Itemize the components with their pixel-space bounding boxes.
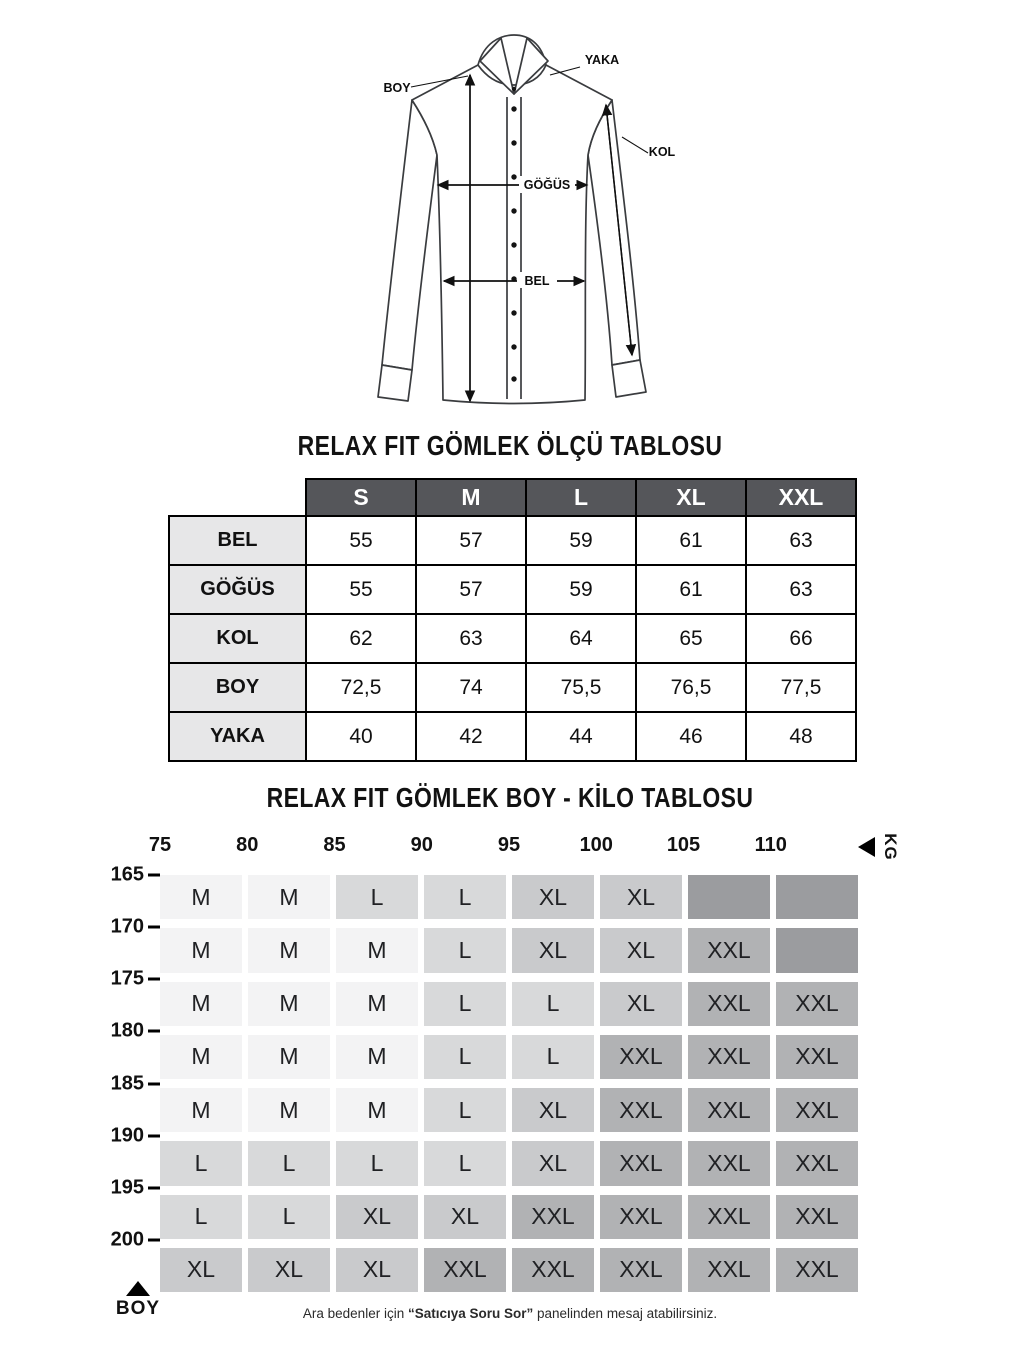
size-table-cell: 57 [416, 565, 526, 614]
kg-tick-label: 100 [579, 834, 613, 856]
kg-arrow-left-icon [858, 837, 875, 857]
size-table-cell: 55 [306, 565, 416, 614]
fit-table-title: RELAX FIT GÖMLEK BOY - KİLO TABLOSU [266, 782, 754, 813]
fit-cell: XXL [776, 1035, 858, 1079]
size-table-row-label: KOL [169, 614, 306, 663]
fit-cell: XL [512, 928, 594, 972]
fit-cell: XL [336, 1248, 418, 1292]
shirt-left-sleeve [382, 100, 437, 370]
yaka-diagram-label: YAKA [584, 53, 620, 67]
fit-cell: L [424, 875, 506, 919]
size-table-header-row [169, 479, 856, 516]
size-table-row-label: YAKA [169, 712, 306, 761]
size-table-cell: 62 [306, 614, 416, 663]
fit-cell: M [160, 982, 242, 1026]
fit-cell: XL [600, 928, 682, 972]
boy-tick-label: 170 [110, 915, 144, 938]
fit-cell: XXL [776, 1141, 858, 1185]
size-table-cell: 75,5 [526, 663, 636, 712]
fit-cell: L [424, 982, 506, 1026]
bel-diagram-label: BEL [524, 274, 550, 288]
size-column-header: S [306, 479, 416, 516]
boy-tick-mark [148, 1134, 160, 1137]
size-table-row [169, 516, 856, 565]
footer-note-bold: “Satıcıya Soru Sor” [407, 1306, 534, 1321]
fit-cell: M [336, 1035, 418, 1079]
fit-cell: L [248, 1195, 330, 1239]
boy-diagram-label: BOY [383, 81, 411, 95]
boy-tick-mark [148, 1186, 160, 1189]
boy-tick-mark [148, 1082, 160, 1085]
size-table-cell: 59 [526, 516, 636, 565]
fit-cell: L [424, 1141, 506, 1185]
fit-cell: XL [336, 1195, 418, 1239]
boy-tick-label: 200 [110, 1228, 144, 1251]
size-column-header: XL [636, 479, 746, 516]
kg-axis-label: KG [880, 833, 900, 861]
size-table-row [169, 614, 856, 663]
shirt-left-cuff [378, 365, 412, 401]
fit-cell-empty [776, 928, 858, 972]
fit-cell: XXL [776, 1088, 858, 1132]
boy-axis-label: BOY [115, 1298, 161, 1319]
fit-cell: XL [248, 1248, 330, 1292]
size-column-header: XXL [746, 479, 856, 516]
size-table-row-label: GÖĞÜS [169, 565, 306, 614]
fit-cell: XXL [776, 982, 858, 1026]
fit-cell: L [160, 1195, 242, 1239]
fit-cell: XL [160, 1248, 242, 1292]
fit-cell-empty [688, 875, 770, 919]
footer-note-suffix: panelinden mesaj atabilirsiniz. [533, 1306, 718, 1321]
size-table-cell: 40 [306, 712, 416, 761]
size-table-cell: 76,5 [636, 663, 746, 712]
boy-axis [106, 863, 160, 1292]
fit-cell: L [424, 928, 506, 972]
kg-tick-label: 85 [323, 834, 346, 856]
boy-tick-label: 180 [110, 1019, 144, 1042]
footer-note [0, 1306, 1020, 1321]
boy-tick-mark [148, 978, 160, 981]
kol-label-lead-line [622, 137, 648, 153]
fit-cell: L [160, 1141, 242, 1185]
fit-cell: M [248, 875, 330, 919]
kg-tick-label: 95 [497, 834, 521, 856]
size-table-cell: 55 [306, 516, 416, 565]
size-table-cell: 77,5 [746, 663, 856, 712]
size-table-cell: 64 [526, 614, 636, 663]
fit-cell: XL [600, 982, 682, 1026]
fit-cell: L [424, 1088, 506, 1132]
fit-cell: M [160, 928, 242, 972]
fit-cell: XXL [688, 1088, 770, 1132]
fit-cell: XXL [512, 1248, 594, 1292]
fit-cell: L [336, 1141, 418, 1185]
size-table-row-label: BOY [169, 663, 306, 712]
fit-cell: L [512, 1035, 594, 1079]
fit-cell: M [248, 928, 330, 972]
size-column-header: M [416, 479, 526, 516]
boy-tick-label: 185 [110, 1072, 144, 1094]
size-table [168, 478, 857, 762]
fit-cell: XXL [600, 1141, 682, 1185]
boy-tick-label: 175 [110, 967, 144, 990]
fit-cell: L [512, 982, 594, 1026]
size-table-cell: 44 [526, 712, 636, 761]
kg-axis [148, 834, 858, 860]
size-table-title: RELAX FIT GÖMLEK ÖLÇÜ TABLOSU [297, 430, 723, 461]
fit-cell: XXL [600, 1195, 682, 1239]
fit-cell: XL [512, 875, 594, 919]
fit-cell: M [160, 1035, 242, 1079]
kg-tick-label: 105 [666, 834, 701, 856]
shirt-right-sleeve [588, 100, 640, 365]
size-table-corner [169, 479, 306, 516]
boy-tick-label: 190 [110, 1124, 144, 1147]
boy-tick-mark [148, 1030, 160, 1033]
kg-tick-label: 75 [148, 834, 172, 856]
fit-cell: M [336, 1088, 418, 1132]
fit-cell: M [248, 1035, 330, 1079]
shirt-diagram [350, 25, 680, 420]
size-table-cell: 63 [416, 614, 526, 663]
size-table-cell: 61 [636, 516, 746, 565]
size-table-cell: 65 [636, 614, 746, 663]
size-table-cell: 74 [416, 663, 526, 712]
boy-tick-mark [148, 1238, 160, 1241]
fit-cell: M [336, 982, 418, 1026]
fit-cell: XXL [688, 928, 770, 972]
shirt-body [412, 65, 612, 404]
size-table-row [169, 565, 856, 614]
kg-tick-label: 90 [410, 834, 433, 856]
fit-cell: XXL [512, 1195, 594, 1239]
size-table-cell: 48 [746, 712, 856, 761]
boy-tick-mark [148, 874, 160, 877]
size-column-header: L [526, 479, 636, 516]
size-table-cell: 72,5 [306, 663, 416, 712]
fit-cell: M [248, 1088, 330, 1132]
fit-cell: XXL [688, 1035, 770, 1079]
fit-cell: XL [600, 875, 682, 919]
gogus-diagram-label: GÖĞÜS [523, 178, 571, 192]
fit-cell-empty [776, 875, 858, 919]
size-table-row [169, 712, 856, 761]
boy-tick-mark [148, 926, 160, 929]
fit-cell: L [248, 1141, 330, 1185]
fit-cell: XXL [688, 1195, 770, 1239]
size-table-cell: 59 [526, 565, 636, 614]
weight-height-grid [160, 875, 858, 1292]
fit-cell: XXL [600, 1035, 682, 1079]
footer-note-prefix: Ara bedenler için [302, 1306, 408, 1321]
size-table-body [169, 516, 856, 761]
boy-tick-label: 165 [110, 863, 144, 886]
fit-cell: XXL [600, 1248, 682, 1292]
fit-cell: XXL [688, 982, 770, 1026]
boy-arrow-up-icon [126, 1281, 150, 1296]
size-table-cell: 46 [636, 712, 746, 761]
size-table-cell: 63 [746, 516, 856, 565]
size-table-row-label: BEL [169, 516, 306, 565]
fit-cell: M [160, 1088, 242, 1132]
size-table-cell: 66 [746, 614, 856, 663]
fit-cell: M [336, 928, 418, 972]
kg-tick-label: 80 [236, 834, 259, 856]
size-table-cell: 61 [636, 565, 746, 614]
kg-axis-arrow [858, 833, 904, 861]
kol-diagram-label: KOL [648, 145, 676, 159]
size-table-row [169, 663, 856, 712]
fit-cell: XXL [688, 1141, 770, 1185]
fit-cell: XL [512, 1088, 594, 1132]
size-table-cell: 57 [416, 516, 526, 565]
fit-cell: XL [424, 1195, 506, 1239]
fit-cell: L [336, 875, 418, 919]
size-table-cell: 42 [416, 712, 526, 761]
kg-tick-label: 110 [754, 834, 787, 856]
fit-cell: XL [512, 1141, 594, 1185]
fit-cell: M [248, 982, 330, 1026]
fit-cell: XXL [776, 1195, 858, 1239]
boy-tick-label: 195 [110, 1176, 144, 1199]
fit-cell: L [424, 1035, 506, 1079]
fit-cell: XXL [424, 1248, 506, 1292]
shirt-right-cuff [612, 360, 646, 397]
fit-cell: XXL [776, 1248, 858, 1292]
fit-cell: XXL [600, 1088, 682, 1132]
fit-cell: XXL [688, 1248, 770, 1292]
fit-cell: M [160, 875, 242, 919]
size-table-cell: 63 [746, 565, 856, 614]
